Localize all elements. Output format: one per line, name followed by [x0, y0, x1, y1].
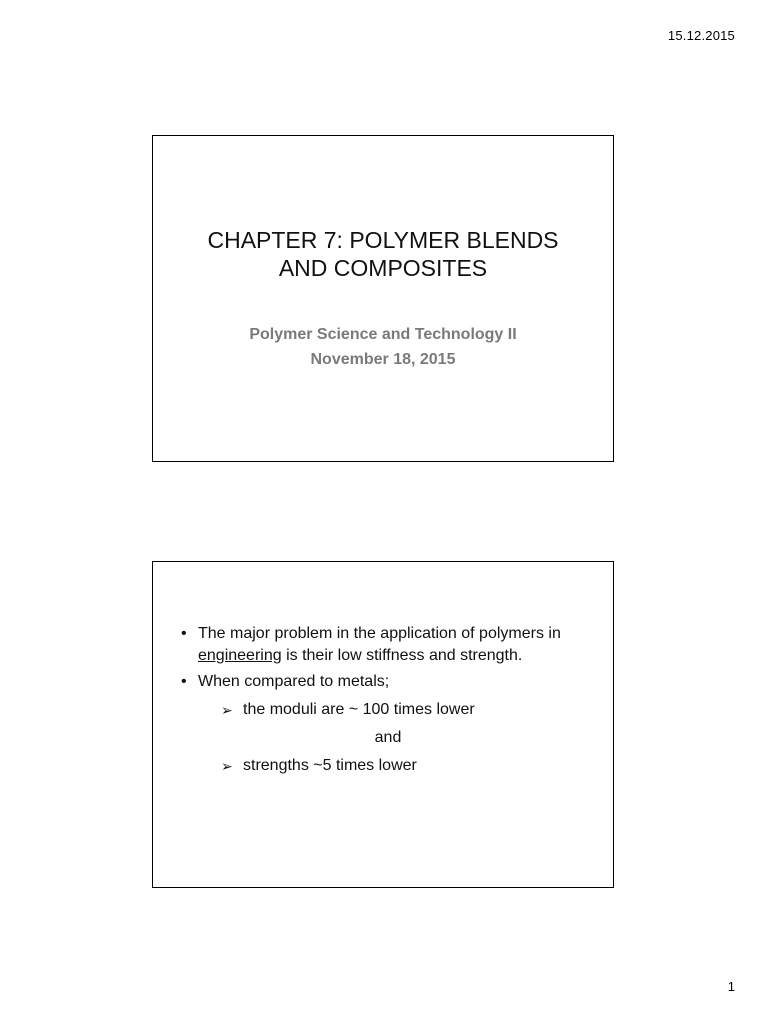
title-line-2: AND COMPOSITES — [278, 255, 488, 281]
bullet-item-2 — [181, 671, 595, 693]
page-number: 1 — [727, 979, 735, 994]
arrow-bullet-icon: ➢ — [221, 758, 233, 774]
sub-bullet-2 — [181, 755, 595, 777]
title-line-1: CHAPTER 7: POLYMER BLENDS — [207, 227, 559, 253]
title-slide — [152, 135, 614, 462]
slide-content — [181, 623, 595, 777]
arrow-bullet-icon: ➢ — [221, 702, 233, 718]
and-text: and — [374, 729, 402, 746]
subtitle-line-2: November 18, 2015 — [310, 351, 456, 368]
sub-bullet-1-text: the moduli are ~ 100 times lower — [243, 701, 475, 718]
sub-bullet-1 — [181, 699, 595, 721]
bullet-item-1 — [181, 623, 595, 667]
bullet-2-text: When compared to metals; — [198, 673, 390, 690]
slide-subtitle — [153, 322, 613, 372]
bullet-icon: • — [181, 673, 187, 690]
subtitle-line-1: Polymer Science and Technology II — [249, 326, 517, 343]
engineering-emphasis: engineering — [198, 647, 282, 664]
bullet-1-text-part-2: is their low stiffness and strength. — [281, 647, 523, 664]
sub-bullet-2-text: strengths ~5 times lower — [243, 757, 417, 774]
page-date: 15.12.2015 — [667, 28, 735, 43]
slide-title — [153, 226, 613, 282]
bullet-1-text-part-1: The major problem in the application of polymers in — [198, 625, 561, 642]
bullet-icon: • — [181, 625, 187, 642]
content-slide — [152, 561, 614, 888]
